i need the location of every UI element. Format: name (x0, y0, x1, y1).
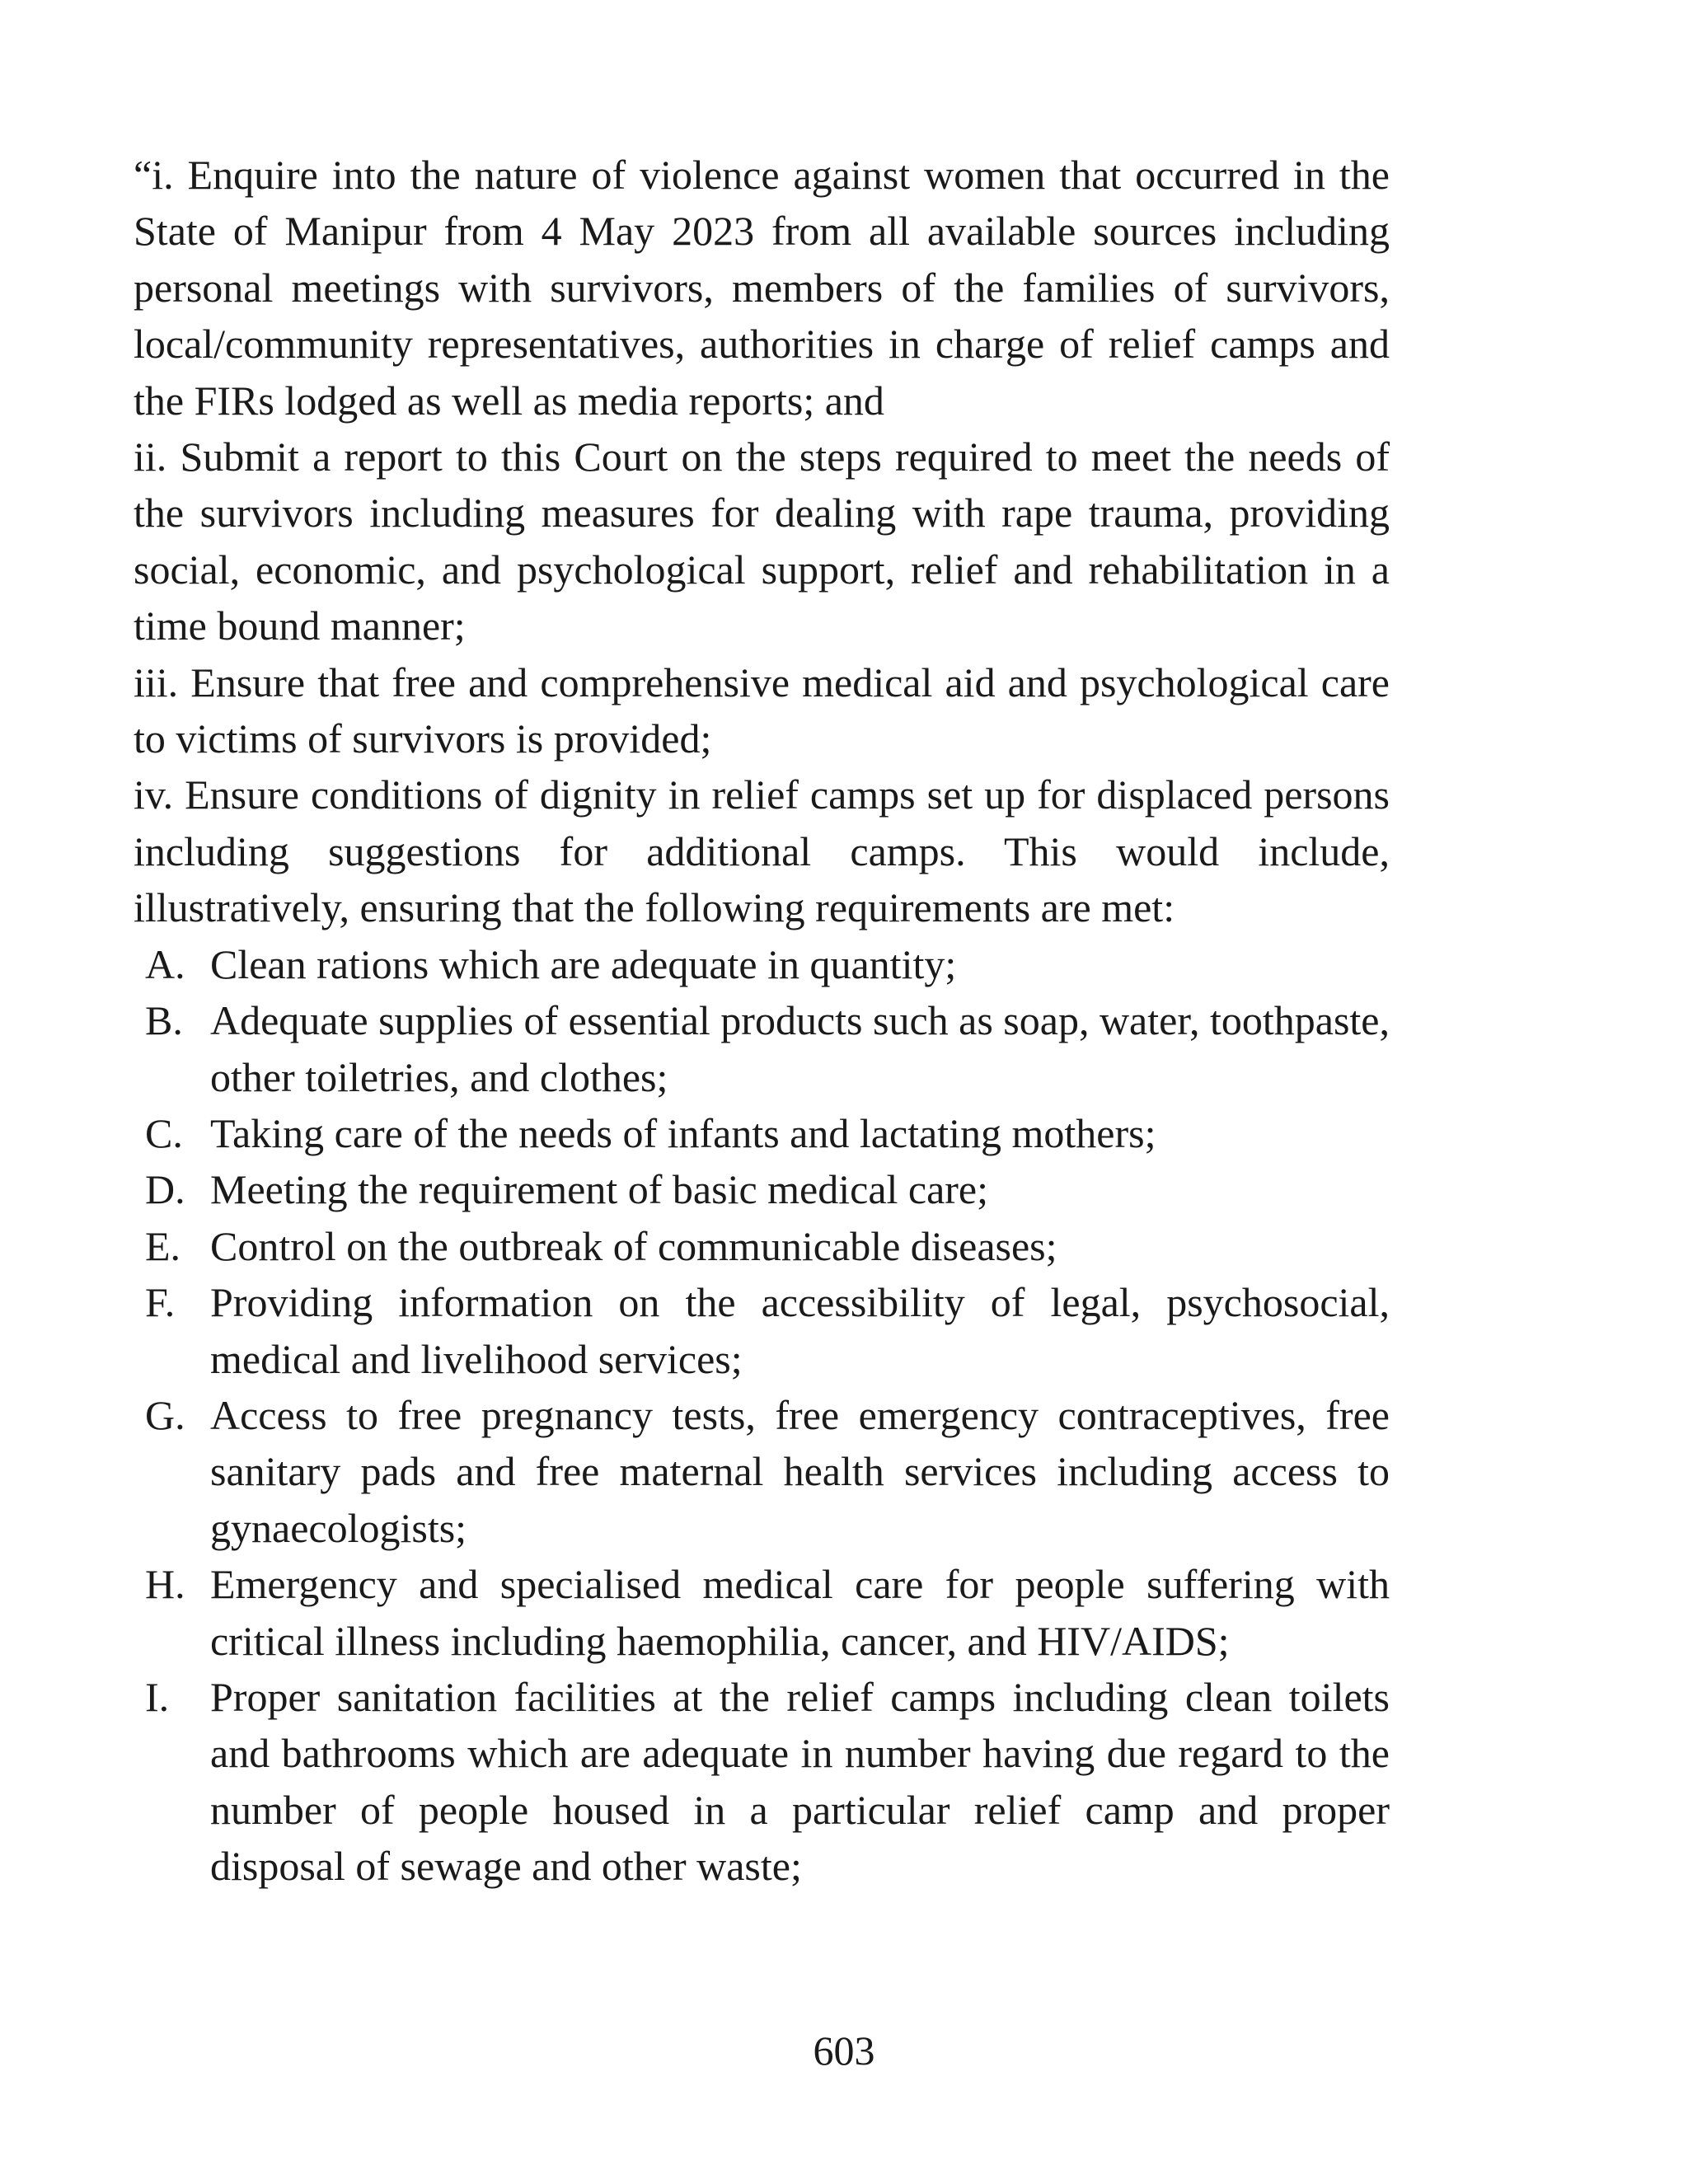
list-item-text: Clean rations which are adequate in quantity; (210, 940, 957, 987)
list-marker: C. (145, 1109, 183, 1156)
list-marker: E. (145, 1222, 181, 1269)
requirement-item-i (134, 1669, 1390, 1895)
requirement-item-a (134, 936, 1390, 992)
list-item-text: Control on the outbreak of communicable diseases; (210, 1222, 1057, 1269)
requirement-item-d (134, 1161, 1390, 1217)
requirement-item-e (134, 1218, 1390, 1274)
paragraph-iv: iv. Ensure conditions of dignity in relief camps set up for displaced persons including suggestions for additional camps. This would include, illustratively, ensuring that the following requirements are met: (134, 771, 1390, 931)
list-item-text: Meeting the requirement of basic medical care; (210, 1166, 989, 1213)
list-item-text: Taking care of the needs of infants and lactating mothers; (210, 1109, 1156, 1156)
list-marker: B. (145, 997, 183, 1044)
paragraph-ii: ii. Submit a report to this Court on the steps required to meet the needs of the survivors including measures for dealing with rape trauma, providing social, economic, and psychological support, relief and rehabilitation in a time bound manner; (134, 434, 1390, 649)
list-marker: D. (145, 1166, 185, 1213)
document-body (134, 147, 1390, 1895)
requirements-list (134, 936, 1390, 1895)
paragraph-i: “i. Enquire into the nature of violence against women that occurred in the State of Manipur from 4 May 2023 from all available sources including personal meetings with survivors, members of the families of survivors, local/community representatives, authorities in charge of relief camps and the FIRs lodged as well as media reports; and (134, 152, 1390, 424)
paragraph-iii: iii. Ensure that free and comprehensive medical aid and psychological care to victims of survivors is provided; (134, 658, 1390, 762)
list-marker: I. (145, 1673, 170, 1720)
list-marker: F. (145, 1279, 176, 1326)
requirement-item-f (134, 1274, 1390, 1387)
list-marker: H. (145, 1561, 185, 1608)
requirement-item-c (134, 1105, 1390, 1161)
requirement-item-h (134, 1556, 1390, 1669)
list-item-text: Proper sanitation facilities at the relief camps including clean toilets and bathrooms which are adequate in number having due regard to the number of people housed in a particular relief camp and proper disposal of sewage and other waste; (210, 1673, 1390, 1890)
list-marker: A. (145, 940, 185, 987)
page-number: 603 (813, 2027, 875, 2074)
requirement-item-b (134, 992, 1390, 1105)
list-marker: G. (145, 1391, 185, 1438)
list-item-text: Providing information on the accessibility of legal, psychosocial, medical and livelihood services; (210, 1279, 1390, 1382)
list-item-text: Emergency and specialised medical care for people suffering with critical illness including haemophilia, cancer, and HIV/AIDS; (210, 1561, 1390, 1664)
list-item-text: Access to free pregnancy tests, free emergency contraceptives, free sanitary pads and free maternal health services including access to gynaecologists; (210, 1391, 1390, 1551)
requirement-item-g (134, 1387, 1390, 1556)
list-item-text: Adequate supplies of essential products such as soap, water, toothpaste, other toiletries, and clothes; (210, 997, 1390, 1100)
